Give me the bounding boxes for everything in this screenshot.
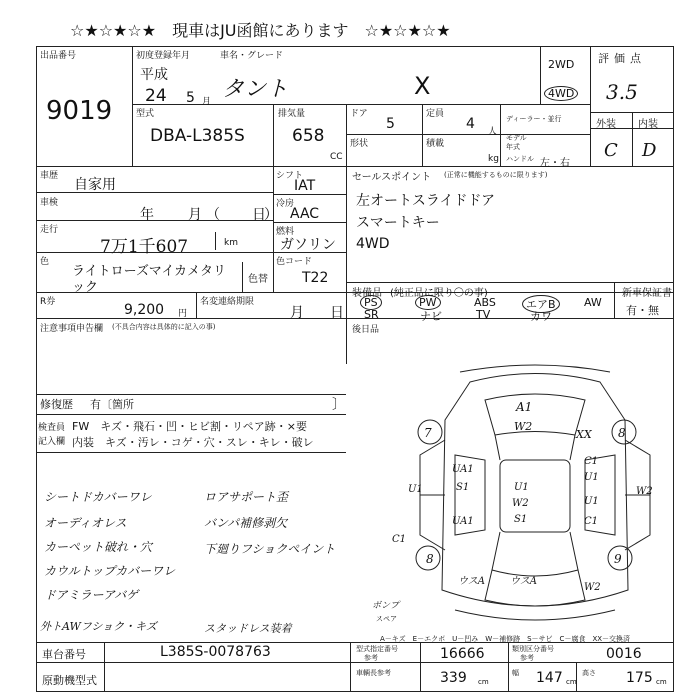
shift-label: シフト (276, 171, 304, 181)
mark-s1-left: S1 (456, 482, 470, 493)
mileage-unit: km (224, 238, 238, 248)
note-right-1: ロアサポート歪 (204, 490, 289, 504)
mark-ua1-left-rear: UA1 (452, 516, 474, 527)
mark-ua1-left: UA1 (452, 464, 474, 475)
note-right-4: スタッドレス装着 (204, 622, 292, 635)
sales-item-2: スマートキー (356, 215, 440, 231)
reg-label: 初度登録年月 (136, 51, 191, 61)
score-int-value: D (642, 140, 657, 161)
history-value: 自家用 (74, 177, 116, 193)
note-left-2: オーディオレス (44, 516, 127, 530)
inspect-row-exterior: FW キズ・飛石・凹・ヒビ割・リペア跡・×要 (72, 420, 307, 433)
sales-label: セールスポイント (352, 172, 432, 183)
score-label: 評価点 (598, 52, 646, 65)
capacity-value: 4 (466, 116, 475, 132)
spare-label: スペア (376, 615, 397, 623)
height-value: 175 (626, 670, 653, 686)
dealer-label: ディーラー・並行 (506, 115, 562, 123)
height-label: 高さ (582, 669, 596, 677)
frame-number: L385S-0078763 (160, 644, 271, 660)
reg-era: 平成 (140, 67, 168, 83)
recycle-label: R券 (40, 297, 56, 307)
recycle-value: 9,200 (124, 302, 165, 318)
displacement: 658 (292, 126, 325, 146)
transfer-day: 日 (330, 305, 344, 321)
mark-7-front-left: 7 (424, 426, 432, 440)
displacement-unit: CC (330, 152, 343, 162)
fuel-value: ガソリン (280, 237, 336, 253)
class-no-sub: 参考 (520, 654, 534, 662)
name-label: 車名・グレード (220, 51, 284, 61)
caution-label: 注意事項申告欄 (40, 324, 104, 334)
note-left-1: シートドカバーワレ (44, 490, 152, 504)
mark-bump: ボンプ (372, 601, 400, 611)
mark-w2-rear: W2 (584, 582, 601, 593)
color-change-label: 色替 (248, 274, 268, 285)
shift-value: IAT (294, 178, 316, 194)
equip-sr: SR (364, 308, 379, 321)
color-code-label: 色コード (276, 257, 313, 267)
repair-value: 有〔箇所 (90, 398, 134, 411)
recycle-unit: 円 (178, 309, 188, 319)
mileage-label: 走行 (40, 225, 59, 235)
engine-label: 原動機型式 (42, 674, 97, 687)
car-model-name: タント (222, 77, 289, 102)
equip-abs: ABS (474, 296, 496, 309)
score-ext-label: 外装 (596, 119, 616, 130)
mark-u1-right: U1 (584, 472, 599, 483)
mark-usa-left: ウスA (458, 576, 485, 587)
mark-9-rear-right: 9 (614, 552, 622, 566)
equip-pw: PW (415, 295, 441, 310)
inspector-label: 検査員 (38, 423, 66, 433)
capacity-unit: 人 (488, 127, 498, 137)
shape-label: 形状 (350, 139, 369, 149)
ac-value: AAC (290, 206, 320, 222)
mark-c1-right: C1 (584, 456, 599, 467)
score-int-label: 内装 (638, 119, 658, 130)
mark-u1-roof: U1 (514, 482, 529, 493)
equip-ps: PS (360, 295, 382, 310)
type-no-label: 型式指定番号 (356, 645, 398, 653)
note-right-3: 下廻りフショクペイント (204, 542, 336, 556)
drive-4wd: 4WD (544, 86, 578, 101)
sales-note: (正常に機能するものに限ります) (444, 171, 548, 179)
sales-item-3: 4WD (356, 236, 390, 252)
note-left-4: カウルトップカバーワレ (44, 564, 176, 578)
model-code: DBA-L385S (150, 126, 245, 146)
mark-8-front-right: 8 (618, 426, 626, 440)
inspector-entry-label: 記入欄 (38, 437, 66, 447)
model-year-label: モデル年式 (506, 134, 527, 151)
note-left-5: ドアミラーアバゲ (44, 588, 139, 602)
warranty-label: 新車保証書 (622, 288, 672, 299)
class-no-value: 0016 (606, 646, 642, 662)
aftermarket-label: 後日品 (352, 325, 380, 335)
handle-value: 左・右 (540, 158, 570, 169)
shaken-label: 車検 (40, 198, 59, 208)
shaken-paren-close: ） (264, 207, 278, 223)
mark-u1-right-rear: U1 (584, 496, 599, 507)
reg-month-unit: 月 (202, 97, 212, 107)
history-label: 車歴 (40, 171, 59, 181)
height-unit: cm (656, 678, 667, 686)
equipment-note: (純正品に限り〇の事) (390, 288, 488, 299)
shaken-day: 日 (252, 207, 266, 223)
doors-label: ドア (350, 109, 368, 119)
mark-xx: XX (576, 428, 592, 441)
banner: ☆★☆★☆★ 現車はJU函館にあります ☆★☆★☆★ (70, 21, 451, 40)
transfer-label: 名変連絡期限 (200, 297, 255, 307)
warranty-value: 有・無 (626, 304, 659, 317)
shaken-month: 月 (188, 207, 202, 223)
mark-usa-right: ウスA (510, 576, 537, 587)
transfer-month: 月 (290, 305, 304, 321)
mark-c1-right-rear: C1 (584, 516, 599, 527)
mark-w2-front: W2 (514, 420, 533, 433)
note-left-6: 外トAWフショク・キズ (40, 620, 157, 633)
width-unit: cm (566, 678, 577, 686)
reg-month: 5 (186, 90, 195, 106)
car-grade: X (414, 72, 431, 100)
width-label: 幅 (512, 669, 519, 677)
model-code-label: 型式 (136, 109, 155, 119)
displacement-label: 排気量 (278, 109, 306, 119)
mark-a1: A1 (516, 400, 533, 414)
type-no-value: 16666 (440, 646, 485, 662)
ac-label: 冷房 (276, 199, 295, 209)
mark-s1-roof: S1 (514, 514, 528, 525)
car-damage-diagram (400, 360, 670, 635)
mark-u1-left-side: U1 (408, 484, 423, 495)
score-value: 3.5 (606, 80, 638, 104)
type-no-sub: 参考 (364, 654, 378, 662)
caution-note: (不具合内容は具体的に記入の事) (112, 323, 216, 331)
shaken-year: 年 (140, 207, 154, 223)
lot-label: 出品番号 (40, 51, 77, 61)
lot-number: 9019 (46, 96, 113, 126)
length-unit: cm (478, 678, 489, 686)
reg-year: 24 (145, 86, 167, 106)
length-label: 車輌長参考 (356, 669, 391, 677)
note-left-3: カーペット破れ・穴 (44, 540, 153, 554)
width-value: 147 (536, 670, 563, 686)
handle-label: ハンドル (506, 155, 534, 163)
class-no-label: 類別区分番号 (512, 645, 554, 653)
repair-bracket: 〕 (332, 397, 346, 413)
load-unit: kg (488, 154, 499, 164)
load-label: 積載 (426, 139, 445, 149)
shaken-paren: （ (206, 207, 220, 223)
equip-airbag: エアB (522, 295, 560, 313)
fuel-label: 燃料 (276, 227, 295, 237)
sales-item-1: 左オートスライドドア (356, 193, 496, 209)
length-value: 339 (440, 670, 467, 686)
mark-8-rear-left: 8 (426, 552, 434, 566)
drive-2wd: 2WD (548, 58, 575, 71)
equip-leather: カワ (530, 310, 552, 323)
inspect-row-interior: 内装 キズ・汚レ・コゲ・穴・スレ・キレ・破レ (72, 436, 314, 449)
mileage-value: 7万1千607 (100, 237, 189, 257)
note-right-2: バンパ補修剥欠 (204, 516, 288, 530)
equip-tv: TV (476, 308, 491, 321)
color-code-value: T22 (302, 270, 329, 286)
color-label: 色 (40, 257, 50, 267)
doors-value: 5 (386, 116, 395, 132)
damage-legend: A－キズ E－エクボ U－凹み W－補修跡 S－サビ C－腐食 XX－交換済 (380, 635, 631, 643)
equip-navi: ナビ (420, 310, 442, 323)
frame-label: 車台番号 (42, 648, 86, 661)
mark-c1-left: C1 (392, 534, 407, 545)
mark-w2-right: W2 (636, 486, 653, 497)
color-value-1: ライトローズマイカメタリ (72, 264, 227, 279)
color-value-2: ック (72, 280, 99, 295)
mark-w2-roof: W2 (512, 498, 529, 509)
capacity-label: 定員 (426, 109, 445, 119)
equip-aw: AW (584, 296, 602, 309)
equipment-label: 装備品 (352, 288, 382, 299)
repair-label: 修復歴 (40, 398, 73, 411)
score-ext-value: C (604, 140, 618, 161)
